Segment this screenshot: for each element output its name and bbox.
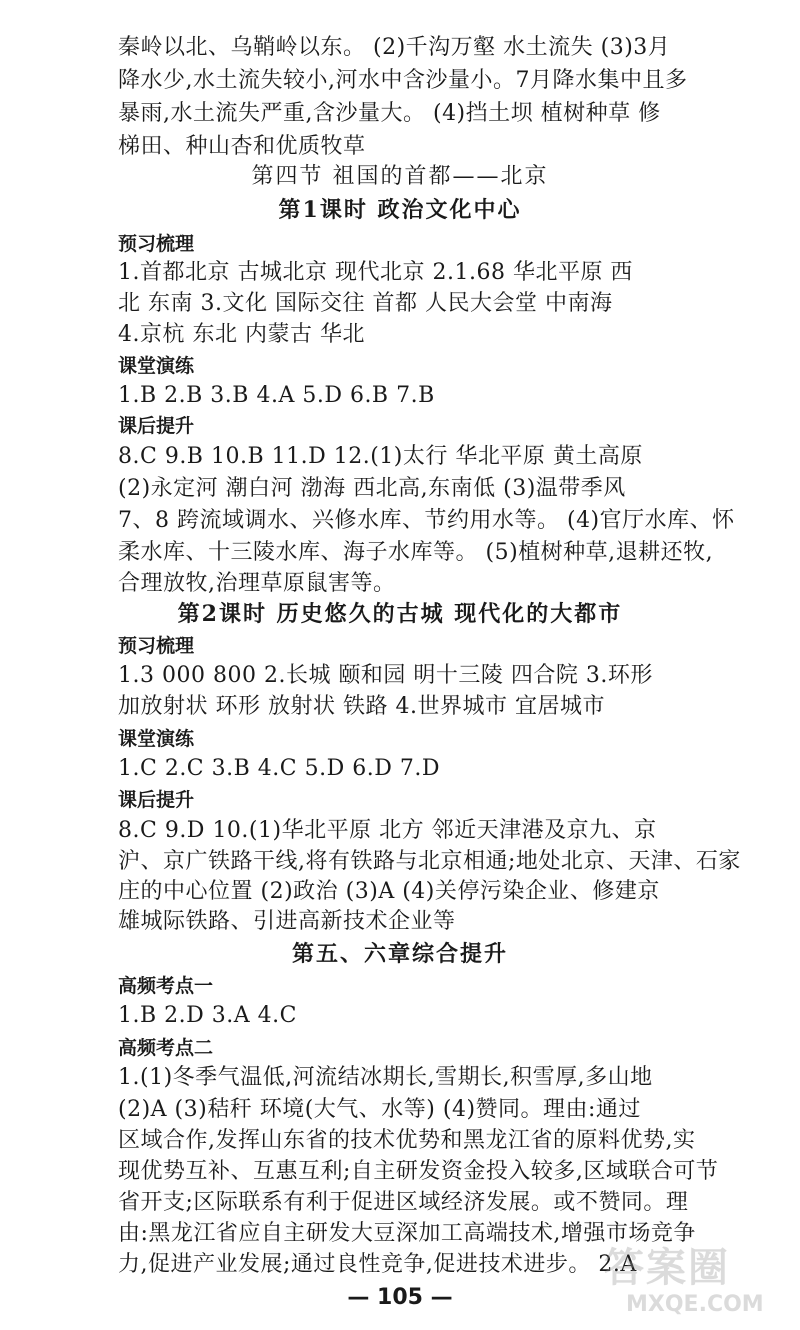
text-line: 秦岭以北、乌鞘岭以东。 (2)千沟万壑 水土流失 (3)3月: [118, 35, 671, 60]
text-line: 雄城际铁路、引进高新技术企业等: [118, 909, 456, 934]
text-line: 1.首都北京 古城北京 现代北京 2.1.68 华北平原 西: [118, 260, 633, 285]
text-line: 8.C 9.D 10.(1)华北平原 北方 邻近天津港及京九、京: [118, 818, 657, 843]
text-line: 省开支;区际联系有利于促进区域经济发展。或不赞同。理: [118, 1190, 689, 1215]
section-heading: 课堂演练: [118, 728, 195, 750]
text-line: 1.C 2.C 3.B 4.C 5.D 6.D 7.D: [118, 756, 440, 781]
watermark-logo: [600, 1232, 800, 1330]
page-number: — 105 —: [347, 1285, 453, 1310]
section-title: 第四节 祖国的首都——北京: [251, 164, 549, 189]
section-heading: 课后提升: [118, 415, 195, 437]
watermark-text: 答案圈: [604, 1245, 730, 1291]
text-line: 8.C 9.B 10.B 11.D 12.(1)太行 华北平原 黄土高原: [118, 444, 643, 469]
text-line: (2)永定河 潮白河 渤海 西北高,东南低 (3)温带季风: [118, 476, 626, 501]
watermark-url: MXQE.COM: [626, 1292, 764, 1317]
text-line: (2)A (3)秸秆 环境(大气、水等) (4)赞同。理由:通过: [118, 1097, 641, 1122]
section-heading: 预习梳理: [118, 233, 195, 255]
text-line: 合理放牧,治理草原鼠害等。: [118, 571, 396, 596]
text-line: 加放射状 环形 放射状 铁路 4.世界城市 宜居城市: [118, 694, 605, 719]
text-line: 降水少,水土流失较小,河水中含沙量小。7月降水集中且多: [118, 68, 688, 93]
section-heading: 课堂演练: [118, 355, 195, 377]
text-line: 1.B 2.D 3.A 4.C: [118, 1003, 297, 1028]
text-line: 1.3 000 800 2.长城 颐和园 明十三陵 四合院 3.环形: [118, 663, 653, 688]
text-line: 梯田、种山杏和优质牧草: [118, 134, 366, 159]
text-line: 柔水库、十三陵水库、海子水库等。 (5)植树种草,退耕还牧,: [118, 540, 714, 565]
text-line: 庄的中心位置 (2)政治 (3)A (4)关停污染企业、修建京: [118, 879, 660, 904]
text-line: 1.(1)冬季气温低,河流结冰期长,雪期长,积雪厚,多山地: [118, 1065, 653, 1090]
section-heading: 高频考点二: [118, 1037, 214, 1059]
text-line: 现优势互补、互惠互利;自主研发资金投入较多,区域联合可节: [118, 1159, 719, 1184]
text-line: 沪、京广铁路干线,将有铁路与北京相通;地处北京、天津、石家: [118, 849, 741, 874]
chapter-review-title: 第五、六章综合提升: [291, 941, 508, 967]
section-heading: 课后提升: [118, 789, 195, 811]
text-line: 7、8 跨流域调水、兴修水库、节约用水等。 (4)官厅水库、怀: [118, 508, 735, 533]
text-line: 区域合作,发挥山东省的技术优势和黑龙江省的原料优势,实: [118, 1128, 696, 1153]
text-line: 由:黑龙江省应自主研发大豆深加工高端技术,增强市场竞争: [118, 1221, 696, 1246]
text-line: 1.B 2.B 3.B 4.A 5.D 6.B 7.B: [118, 383, 435, 408]
text-line: 4.京杭 东北 内蒙古 华北: [118, 322, 365, 347]
lesson-title: 第2课时 历史悠久的古城 现代化的大都市: [177, 601, 623, 627]
text-line: 力,促进产业发展;通过良性竞争,促进技术进步。 2.A: [118, 1252, 637, 1277]
section-heading: 预习梳理: [118, 635, 195, 657]
section-heading: 高频考点一: [118, 975, 214, 997]
text-line: 暴雨,水土流失严重,含沙量大。 (4)挡土坝 植树种草 修: [118, 101, 661, 126]
lesson-title: 第1课时 政治文化中心: [278, 197, 522, 223]
text-line: 北 东南 3.文化 国际交往 首都 人民大会堂 中南海: [118, 291, 613, 316]
